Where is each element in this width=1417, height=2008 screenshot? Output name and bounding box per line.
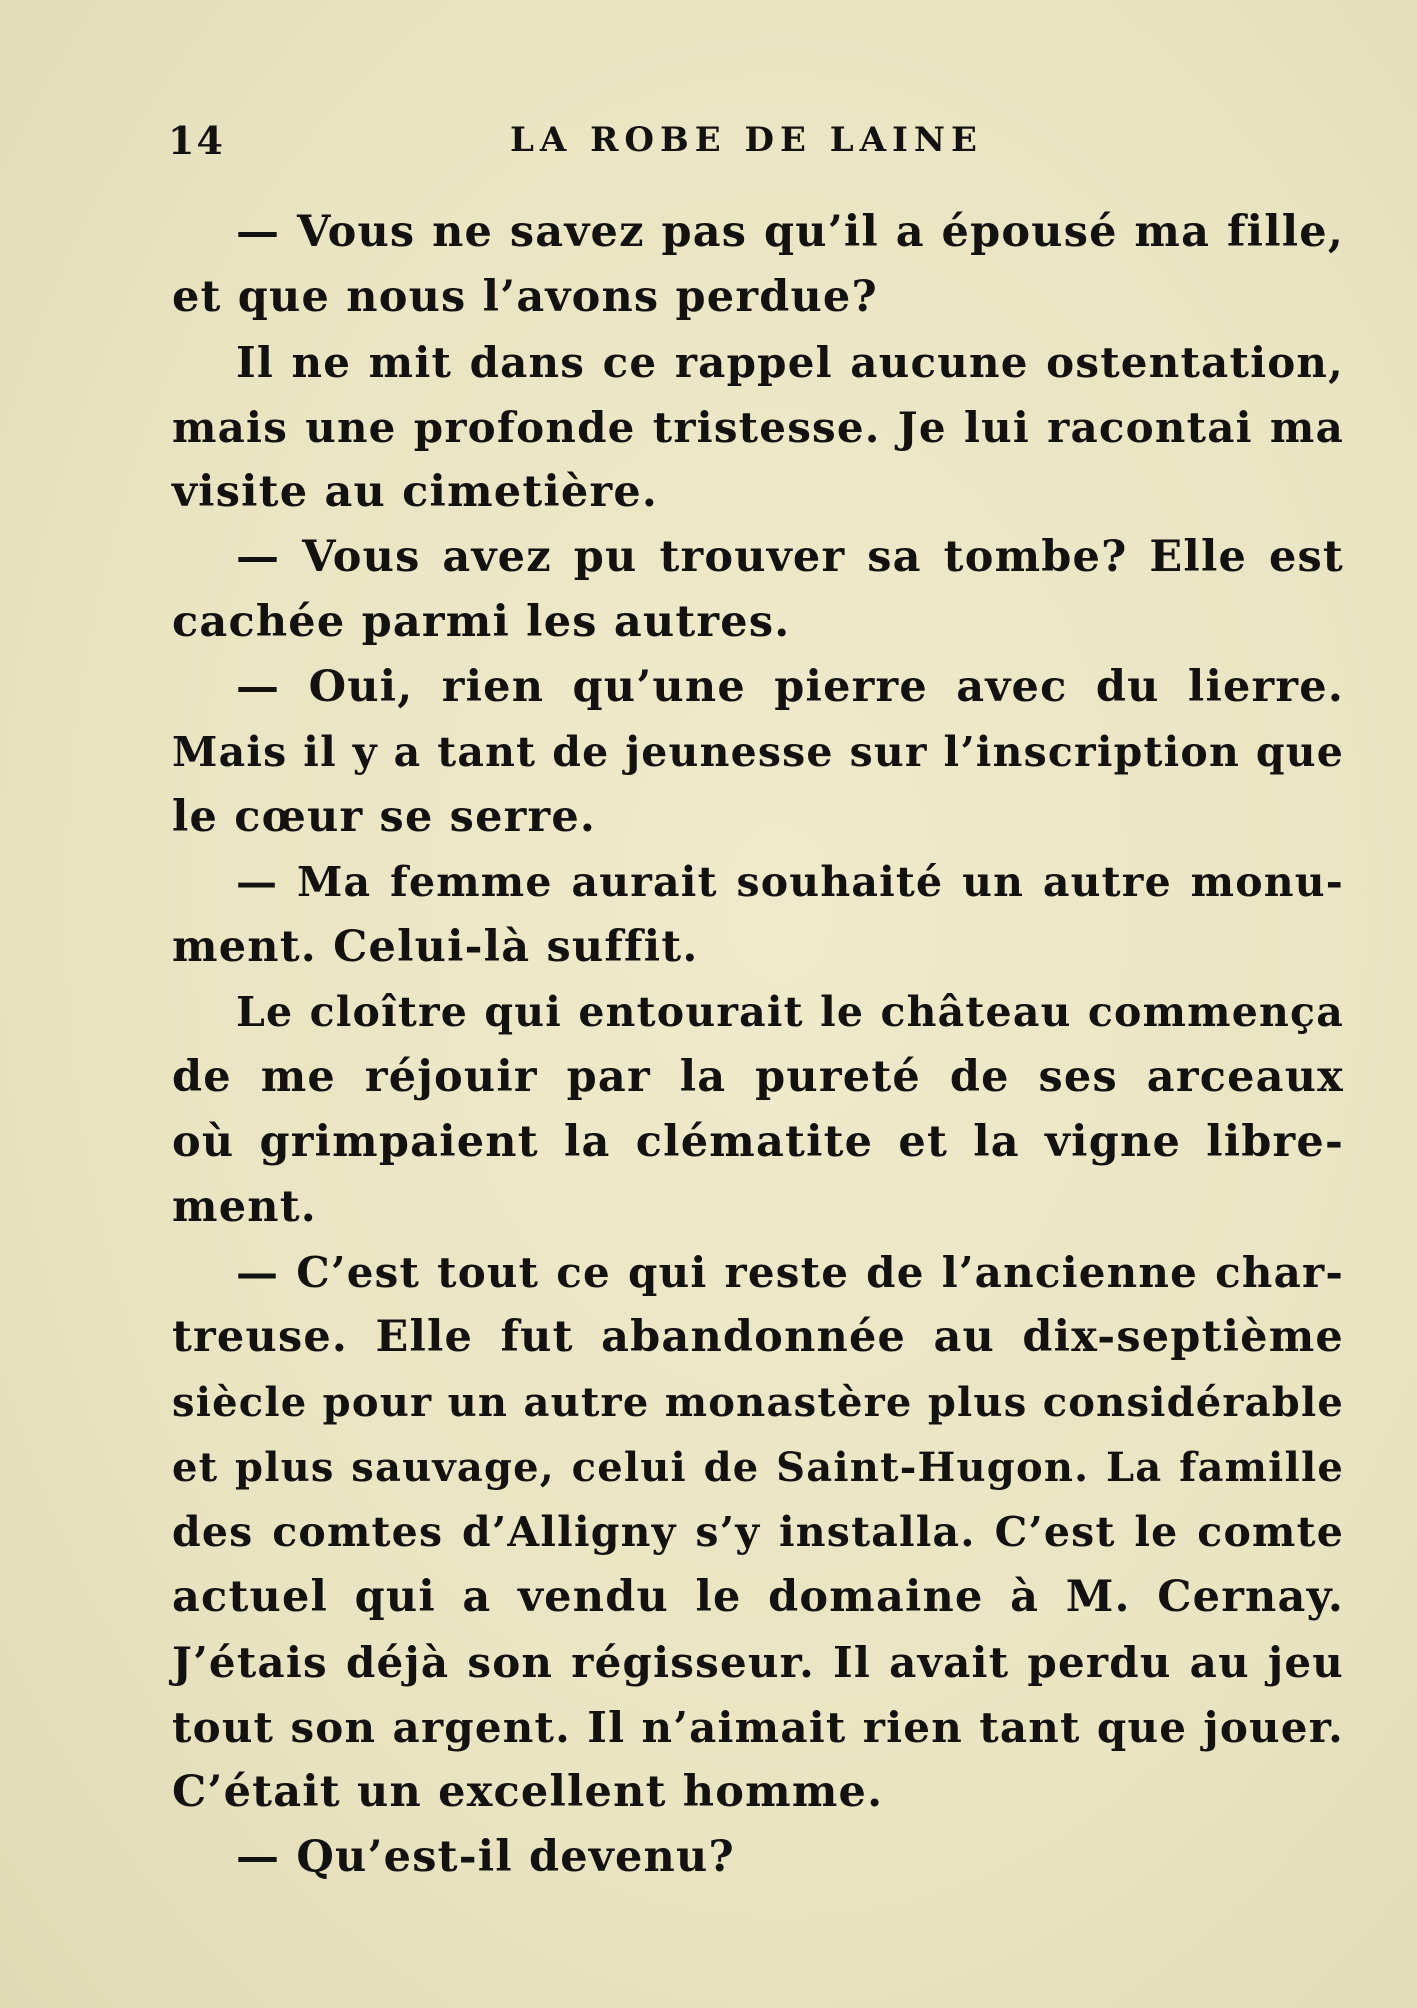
page-number: 14 (168, 118, 225, 163)
text-line: — Oui, rien qu’une pierre avec du lierre. (236, 662, 1344, 712)
text-line: cachée parmi les autres. (172, 597, 791, 647)
text-line: et que nous l’avons perdue? (172, 272, 878, 322)
text-line: ment. Celui-là suffit. (172, 922, 699, 972)
text-line: C’était un excellent homme. (172, 1767, 884, 1817)
text-line: des comtes d’Alligny s’y installa. C’est le comte (172, 1508, 1344, 1556)
text-line: tout son argent. Il n’aimait rien tant que jouer. (172, 1703, 1344, 1752)
text-line: treuse. Elle fut abandonnée au dix-septième (172, 1312, 1344, 1362)
text-line: visite au cimetière. (172, 467, 659, 517)
text-line: — Qu’est-il devenu? (236, 1832, 735, 1882)
text-line: Il ne mit dans ce rappel aucune ostentation, (236, 338, 1344, 387)
text-line: — Vous ne savez pas qu’il a épousé ma fille, (236, 207, 1344, 257)
text-line: — Vous avez pu trouver sa tombe? Elle est (236, 532, 1344, 582)
text-line: ment. (172, 1182, 317, 1232)
running-title: LA ROBE DE LAINE (510, 120, 983, 160)
text-line: siècle pour un autre monastère plus considérable (172, 1379, 1344, 1426)
text-line: actuel qui a vendu le domaine à M. Cernay. (172, 1572, 1344, 1622)
text-line: le cœur se serre. (172, 792, 597, 842)
text-line: Le cloître qui entourait le château commença (236, 988, 1344, 1036)
page-header (168, 118, 1348, 178)
text-line: J’étais déjà son régisseur. Il avait perdu au jeu (172, 1638, 1344, 1687)
text-line: — Ma femme aurait souhaité un autre monu- (236, 858, 1344, 906)
text-line: — C’est tout ce qui reste de l’ancienne char- (236, 1248, 1344, 1297)
body-text (172, 200, 1344, 1890)
text-line: où grimpaient la clématite et la vigne libre- (172, 1117, 1344, 1167)
text-line: Mais il y a tant de jeunesse sur l’inscription que (172, 728, 1344, 776)
text-line: mais une profonde tristesse. Je lui racontai ma (172, 403, 1344, 452)
text-line: de me réjouir par la pureté de ses arceaux (172, 1052, 1344, 1102)
text-line: et plus sauvage, celui de Saint-Hugon. La famille (172, 1444, 1344, 1491)
